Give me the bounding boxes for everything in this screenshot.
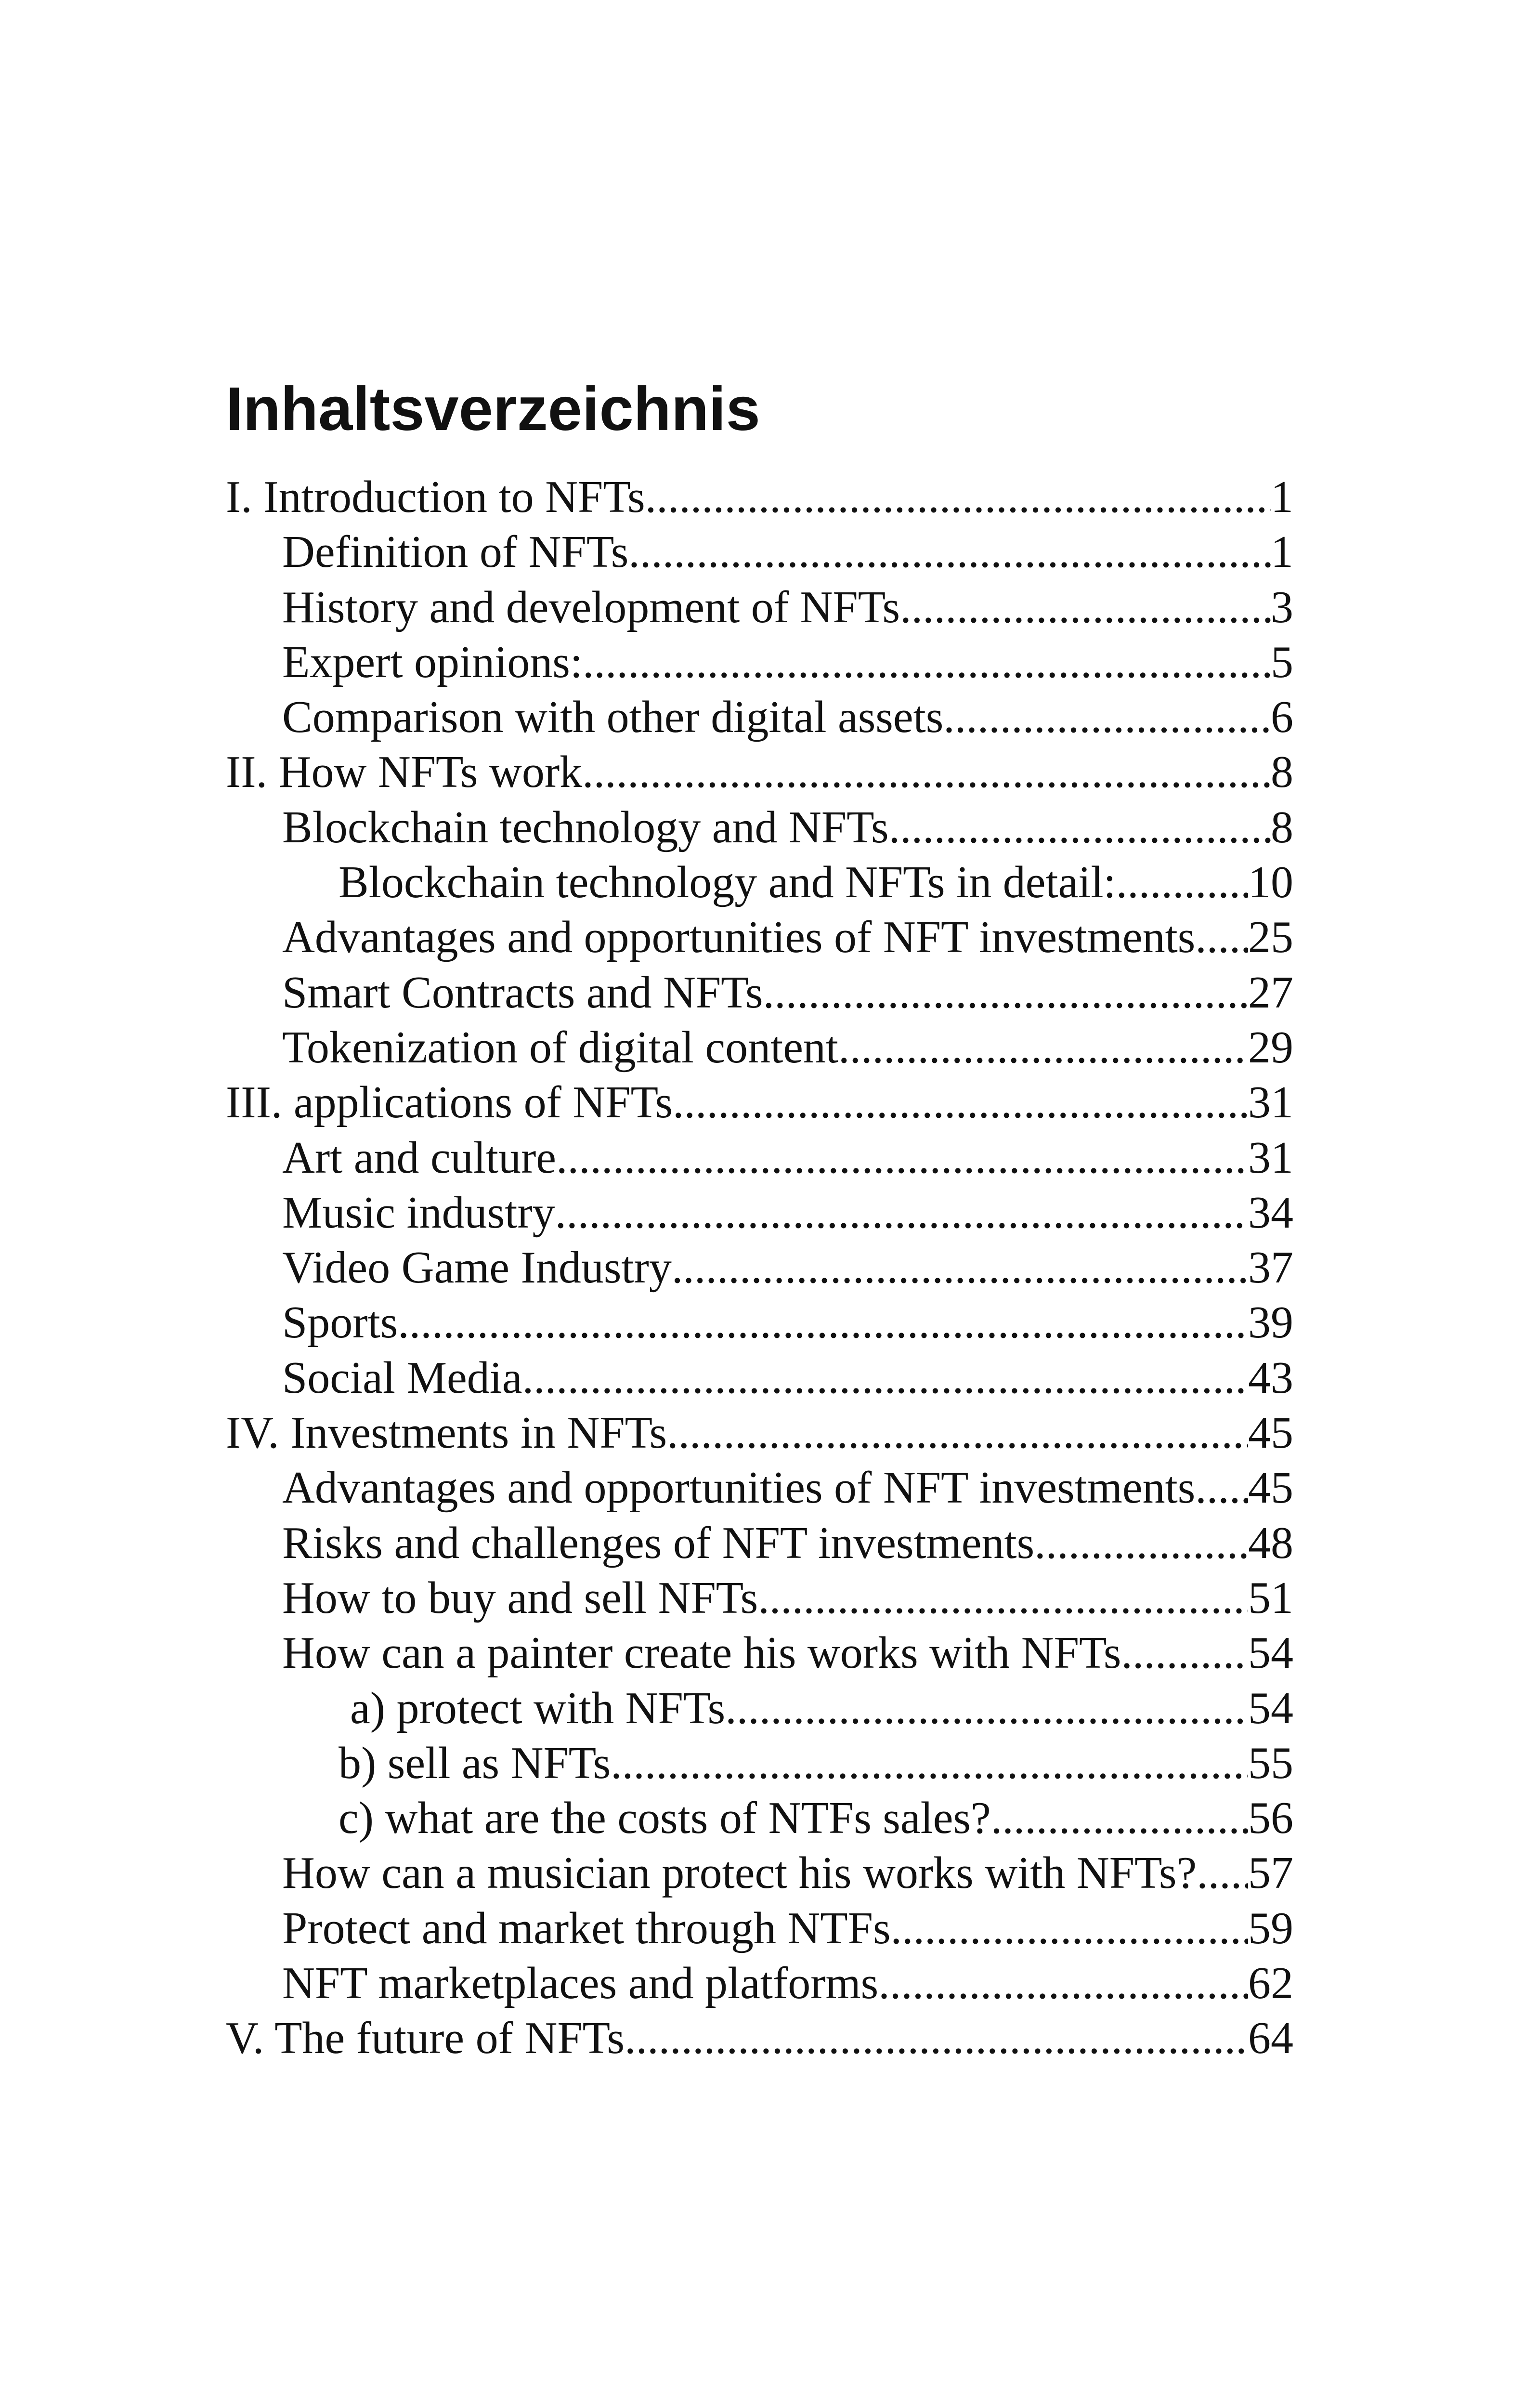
toc-page-number: 1: [1271, 472, 1293, 522]
dot-leader: [582, 745, 1271, 799]
toc-entry-title: Comparison with other digital assets: [282, 692, 944, 743]
toc-entry[interactable]: [226, 1295, 1293, 1350]
dot-leader: [725, 1681, 1248, 1736]
dot-leader: [878, 1956, 1248, 2011]
dot-leader: [943, 690, 1271, 745]
toc-page-number: 6: [1271, 692, 1293, 743]
toc-entry-title: History and development of NFTs: [282, 582, 900, 632]
dot-leader: [991, 1791, 1248, 1845]
toc-entry[interactable]: [226, 965, 1293, 1020]
dot-leader: [1116, 855, 1248, 910]
toc-entry-title: How can a musician protect his works with NFTs?: [282, 1848, 1197, 1898]
dot-leader: [891, 1901, 1248, 1956]
toc-entry-title: NFT marketplaces and platforms: [282, 1958, 879, 2009]
dot-leader: [667, 1405, 1248, 1460]
toc-entry[interactable]: [226, 1956, 1293, 2011]
dot-leader: [1197, 1845, 1248, 1900]
toc-entry-title: b) sell as NFTs: [339, 1738, 611, 1788]
toc-page-number: 64: [1248, 2013, 1293, 2064]
toc-entry[interactable]: [226, 524, 1293, 579]
dot-leader: [522, 1350, 1248, 1405]
toc-entry[interactable]: [226, 1570, 1293, 1625]
toc-page-number: 3: [1271, 582, 1293, 632]
dot-leader: [758, 1570, 1248, 1625]
toc-entry[interactable]: [226, 1791, 1293, 1845]
dot-leader: [398, 1295, 1248, 1350]
toc-page-number: 8: [1271, 802, 1293, 852]
toc-page-number: 34: [1248, 1187, 1293, 1238]
toc-page-number: 57: [1248, 1848, 1293, 1898]
toc-entry-title: IV. Investments in NFTs: [226, 1408, 667, 1458]
toc-entry[interactable]: [226, 1845, 1293, 1900]
toc-entry-title: Sports: [282, 1297, 398, 1348]
toc-entry-title: c) what are the costs of NTFs sales?: [339, 1793, 991, 1844]
toc-entry-title: Tokenization of digital content: [282, 1022, 839, 1073]
toc-entry-title: Expert opinions:: [282, 637, 583, 687]
dot-leader: [673, 1075, 1248, 1130]
dot-leader: [628, 524, 1271, 579]
dot-leader: [672, 1240, 1248, 1295]
toc-entry-title: Blockchain technology and NFTs in detail:: [339, 857, 1116, 908]
toc-page-number: 27: [1248, 967, 1293, 1018]
toc-entry[interactable]: [226, 1516, 1293, 1570]
toc-entry[interactable]: [226, 910, 1293, 965]
toc-page-number: 59: [1248, 1903, 1293, 1953]
toc-entry-title: Art and culture: [282, 1132, 557, 1183]
toc-page-number: 10: [1248, 857, 1293, 908]
toc-entry-title: Smart Contracts and NFTs: [282, 967, 763, 1018]
toc-entry-title: Definition of NFTs: [282, 527, 629, 577]
toc-entry[interactable]: [226, 1240, 1293, 1295]
toc-entry[interactable]: [226, 580, 1293, 635]
toc-entry-title: Advantages and opportunities of NFT investments: [282, 912, 1196, 963]
toc-entry[interactable]: [226, 1350, 1293, 1405]
toc-entry-title: Protect and market through NTFs: [282, 1903, 891, 1953]
toc-entry-title: Risks and challenges of NFT investments: [282, 1518, 1035, 1568]
toc-entry[interactable]: [226, 1020, 1293, 1075]
toc-page-number: 54: [1248, 1683, 1293, 1733]
toc-heading: Inhaltsverzeichnis: [226, 375, 760, 444]
toc-page-number: 55: [1248, 1738, 1293, 1788]
toc-entry-title: II. How NFTs work: [226, 747, 583, 798]
toc-entry[interactable]: [226, 1405, 1293, 1460]
toc-page-number: 5: [1271, 637, 1293, 687]
toc-page-number: 39: [1248, 1297, 1293, 1348]
table-of-contents: [226, 470, 1293, 2066]
toc-page-number: 43: [1248, 1352, 1293, 1403]
dot-leader: [1195, 910, 1248, 965]
toc-entry[interactable]: [226, 1185, 1293, 1240]
toc-entry[interactable]: [226, 1901, 1293, 1956]
toc-entry[interactable]: [226, 1130, 1293, 1185]
toc-entry[interactable]: [226, 635, 1293, 690]
dot-leader: [583, 635, 1271, 690]
dot-leader: [645, 470, 1271, 524]
toc-entry-title: I. Introduction to NFTs: [226, 472, 645, 522]
toc-page-number: 45: [1248, 1408, 1293, 1458]
toc-entry[interactable]: [226, 690, 1293, 745]
dot-leader: [1121, 1625, 1248, 1680]
toc-entry[interactable]: [226, 745, 1293, 799]
toc-entry[interactable]: [226, 800, 1293, 855]
toc-entry[interactable]: [226, 470, 1293, 524]
toc-entry-title: How to buy and sell NFTs: [282, 1572, 758, 1623]
dot-leader: [555, 1185, 1248, 1240]
dot-leader: [838, 1020, 1248, 1075]
toc-entry[interactable]: [226, 1075, 1293, 1130]
dot-leader: [889, 800, 1271, 855]
toc-entry-title: Video Game Industry: [282, 1243, 672, 1293]
dot-leader: [1034, 1516, 1248, 1570]
toc-entry[interactable]: [226, 855, 1293, 910]
toc-entry-title: Advantages and opportunities of NFT investments: [282, 1463, 1196, 1513]
toc-entry[interactable]: [226, 1736, 1293, 1791]
dot-leader: [763, 965, 1248, 1020]
toc-page-number: 25: [1248, 912, 1293, 963]
toc-entry[interactable]: [226, 1681, 1293, 1736]
dot-leader: [556, 1130, 1248, 1185]
toc-entry-title: Blockchain technology and NFTs: [282, 802, 889, 852]
toc-page-number: 1: [1271, 527, 1293, 577]
toc-entry-title: Social Media: [282, 1352, 522, 1403]
toc-page-number: 51: [1248, 1572, 1293, 1623]
toc-entry-title: a) protect with NFTs: [350, 1683, 726, 1733]
toc-page-number: 8: [1271, 747, 1293, 798]
toc-page-number: 31: [1248, 1077, 1293, 1128]
toc-page-number: 48: [1248, 1518, 1293, 1568]
toc-entry[interactable]: [226, 2011, 1293, 2066]
toc-entry-title: Music industry: [282, 1187, 555, 1238]
dot-leader: [625, 2011, 1248, 2066]
dot-leader: [900, 580, 1271, 635]
toc-page-number: 56: [1248, 1793, 1293, 1844]
toc-page-number: 31: [1248, 1132, 1293, 1183]
toc-entry-title: How can a painter create his works with NFTs: [282, 1628, 1121, 1678]
toc-page-number: 29: [1248, 1022, 1293, 1073]
dot-leader: [611, 1736, 1248, 1791]
toc-page-number: 62: [1248, 1958, 1293, 2009]
toc-page-number: 54: [1248, 1628, 1293, 1678]
toc-entry[interactable]: [226, 1625, 1293, 1680]
toc-page-number: 37: [1248, 1243, 1293, 1293]
toc-entry-title: V. The future of NFTs: [226, 2013, 625, 2064]
toc-page-number: 45: [1248, 1463, 1293, 1513]
dot-leader: [1195, 1460, 1248, 1515]
toc-entry[interactable]: [226, 1460, 1293, 1515]
toc-entry-title: III. applications of NFTs: [226, 1077, 673, 1128]
